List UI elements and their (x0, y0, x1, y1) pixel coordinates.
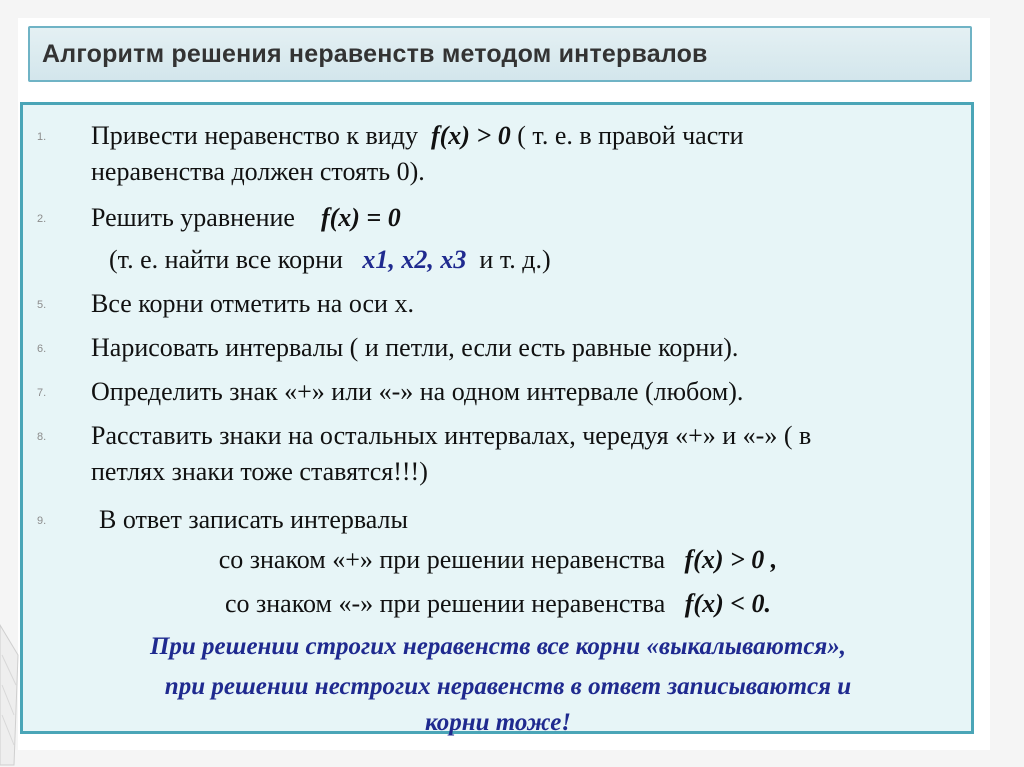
step-number: 5. (37, 299, 47, 311)
step-text: Нарисовать интервалы ( и петли, если есть равные корни). (91, 333, 739, 362)
step-text: Все корни отметить на оси х. (91, 289, 414, 318)
step-number: 2. (37, 213, 47, 225)
step-number: 1. (37, 131, 47, 143)
step-number: 6. (37, 343, 47, 355)
step-text (91, 201, 961, 235)
slide (18, 18, 990, 750)
step-text-part: и т. д.) (479, 245, 551, 274)
step-text-part: Решить уравнение (91, 203, 295, 232)
formula: f(x) > 0 (430, 121, 511, 150)
step-number: 9. (37, 515, 47, 527)
step-text-line2: неравенства должен стоять 0). (91, 157, 425, 186)
step-text: Определить знак «+» или «-» на одном интервале (любом). (91, 377, 744, 406)
step-text-line2 (109, 243, 979, 277)
formula: f(x) > 0 , (684, 545, 778, 574)
content-box (20, 102, 974, 734)
note-line: корни тоже! (424, 709, 572, 736)
step-text: Расставить знаки на остальных интервалах, чередуя «+» и «-» ( в (91, 421, 812, 450)
answer-rule-minus (23, 589, 973, 619)
note-line: при решении нестрогих неравенств в ответ записываются и (164, 673, 852, 700)
note-line: При решении строгих неравенств все корни «выкалываются», (149, 633, 847, 660)
step-text-line2: петлях знаки тоже ставятся!!!) (91, 457, 428, 486)
title-bar (28, 26, 972, 82)
step-text: В ответ записать интервалы (99, 505, 409, 534)
slide-title: Алгоритм решения неравенств методом интервалов (42, 40, 708, 68)
decorative-corner-shape (0, 615, 20, 767)
step-text-part: (т. е. найти все корни (109, 245, 343, 274)
formula: f(x) = 0 (320, 203, 401, 232)
step-number: 8. (37, 431, 47, 443)
step-text-part: ( т. е. в правой части (517, 121, 744, 150)
step-text-part: Привести неравенство к виду (91, 121, 418, 150)
step-text-part: со знаком «+» при решении неравенства (218, 545, 666, 574)
step-text-part: со знаком «-» при решении неравенства (224, 589, 666, 618)
roots: x1, x2, x3 (362, 245, 467, 274)
answer-rule-plus (23, 545, 973, 575)
step-number: 7. (37, 387, 47, 399)
formula: f(x) < 0. (684, 589, 772, 618)
step-text (91, 119, 961, 153)
